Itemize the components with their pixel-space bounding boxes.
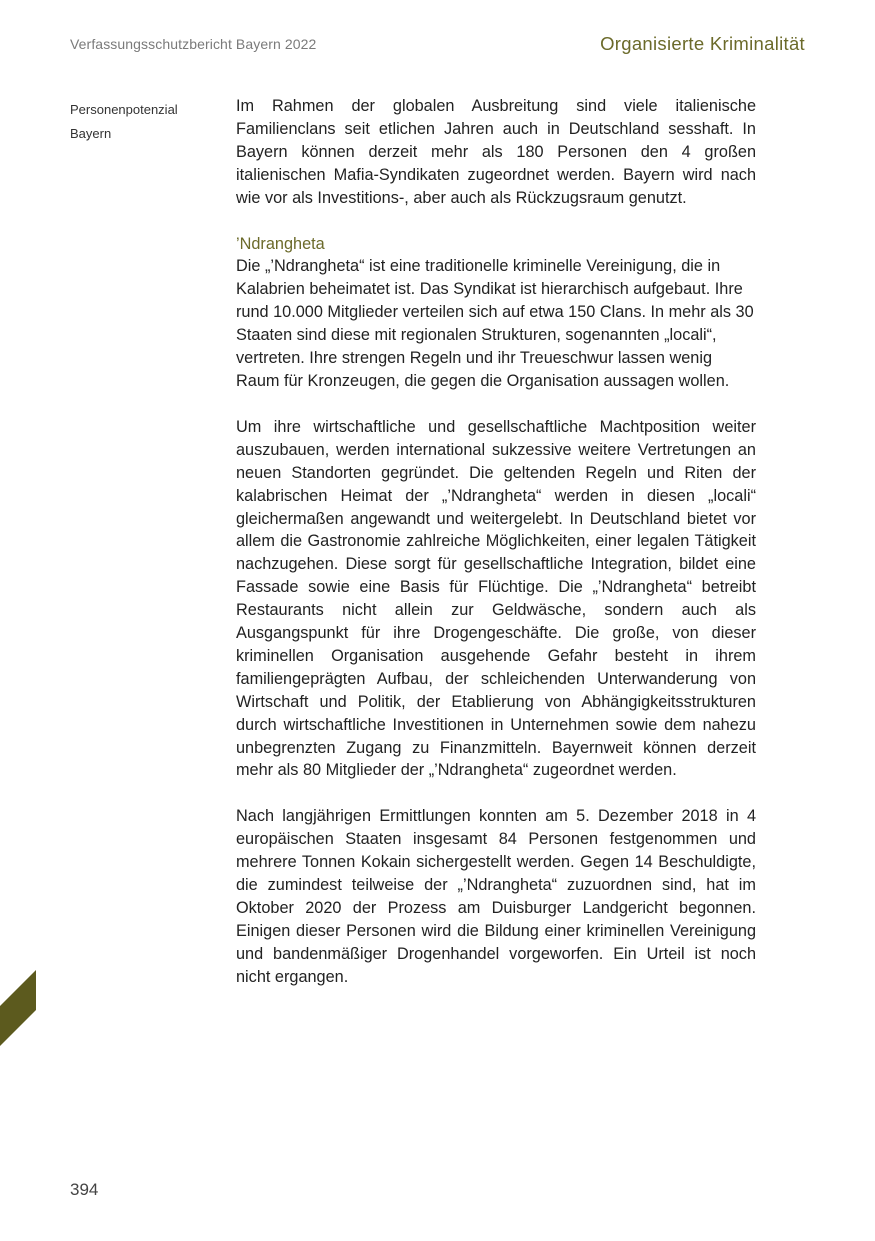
page-number: 394 [70,1180,99,1199]
body-paragraph-3: Nach langjährigen Ermittlungen konnten am 5. Dezember 2018 in 4 europäischen Staaten insgesamt 84 Personen festgenommen und mehrere Tonnen Kokain sichergestellt werden. Gegen 14 Beschuldigte, die zumindest teilweise der „’Ndrangheta“ zuzuordnen sind, hat im Oktober 2020 der Prozess am Duisburger Landgericht begonnen. Einigen dieser Personen wird die Bildung einer kriminellen Vereinigung und bandenmäßiger Drogenhandel vorgeworfen. Ein Urteil ist noch nicht ergangen. [236,807,756,986]
running-header-chapter-title: Organisierte Kriminalität [600,33,805,54]
paragraph-spacer [236,393,756,416]
intro-paragraph: Im Rahmen der globalen Ausbreitung sind viele italienische Familienclans seit etlichen Jahren auch in Deutschland sesshaft. In Bayern können derzeit mehr als 180 Personen den 4 großen italienischen Mafia-Syndikaten zugeordnet werden. Bayern wird nach wie vor als Investitions-, aber auch als Rückzugsraum genutzt. [236,97,756,207]
body-text-column [236,95,756,989]
page-edge-marker [0,970,36,1046]
section-subheading: ’Ndrangheta [236,234,325,253]
paragraph-spacer [236,210,756,233]
margin-note-line-1: Personenpotenzial [70,102,178,117]
paragraph-spacer [236,782,756,805]
body-paragraph-1: Die „’Ndrangheta“ ist eine traditionelle kriminelle Vereinigung, die in Kalabrien beheimatet ist. Das Syndikat ist hierarchisch aufgebaut. Ihre rund 10.000 Mitglieder verteilen sich auf etwa 150 Clans. In mehr als 30 Staaten sind diese mit regionalen Strukturen, sogenannten „locali“, vertreten. Ihre strengen Regeln und ihr Treueschwur lassen wenig Raum für Kronzeugen, die gegen die Organisation aussagen wollen. [236,257,754,390]
margin-note [70,98,220,146]
running-header-report-title: Verfassungsschutzbericht Bayern 2022 [70,36,317,52]
margin-note-line-2: Bayern [70,126,112,141]
body-paragraph-2: Um ihre wirtschaftliche und gesellschaftliche Machtposition weiter auszubauen, werden international sukzessive weitere Vertretungen an neuen Standorten gegründet. Die geltenden Regeln und Riten der kalabrischen Heimat der „’Ndrangheta“ werden in diesen „locali“ gleichermaßen angewandt und weitergelebt. In Deutschland bietet vor allem die Gastronomie zahlreiche Möglichkeiten, einer legalen Tätigkeit nachzugehen. Diese sorgt für gesellschaftliche Integration, bildet eine Fassade sowie eine Basis für Flüchtige. Die „’Ndrangheta“ betreibt Restaurants nicht allein zur Geldwäsche, sondern auch als Ausgangspunkt für ihre Drogengeschäfte. Die große, von dieser kriminellen Organisation ausgehende Gefahr besteht in ihrem familiengeprägten Aufbau, der schleichenden Unterwanderung von Wirtschaft und Politik, der Etablierung von Abhängigkeitsstrukturen durch wirtschaftliche Investitionen in Unternehmen sowie dem nahezu unbegrenzten Zugang zu Finanzmitteln. Bayernweit können derzeit mehr als 80 Mitglieder der „’Ndrangheta“ zugeordnet werden. [236,417,756,780]
